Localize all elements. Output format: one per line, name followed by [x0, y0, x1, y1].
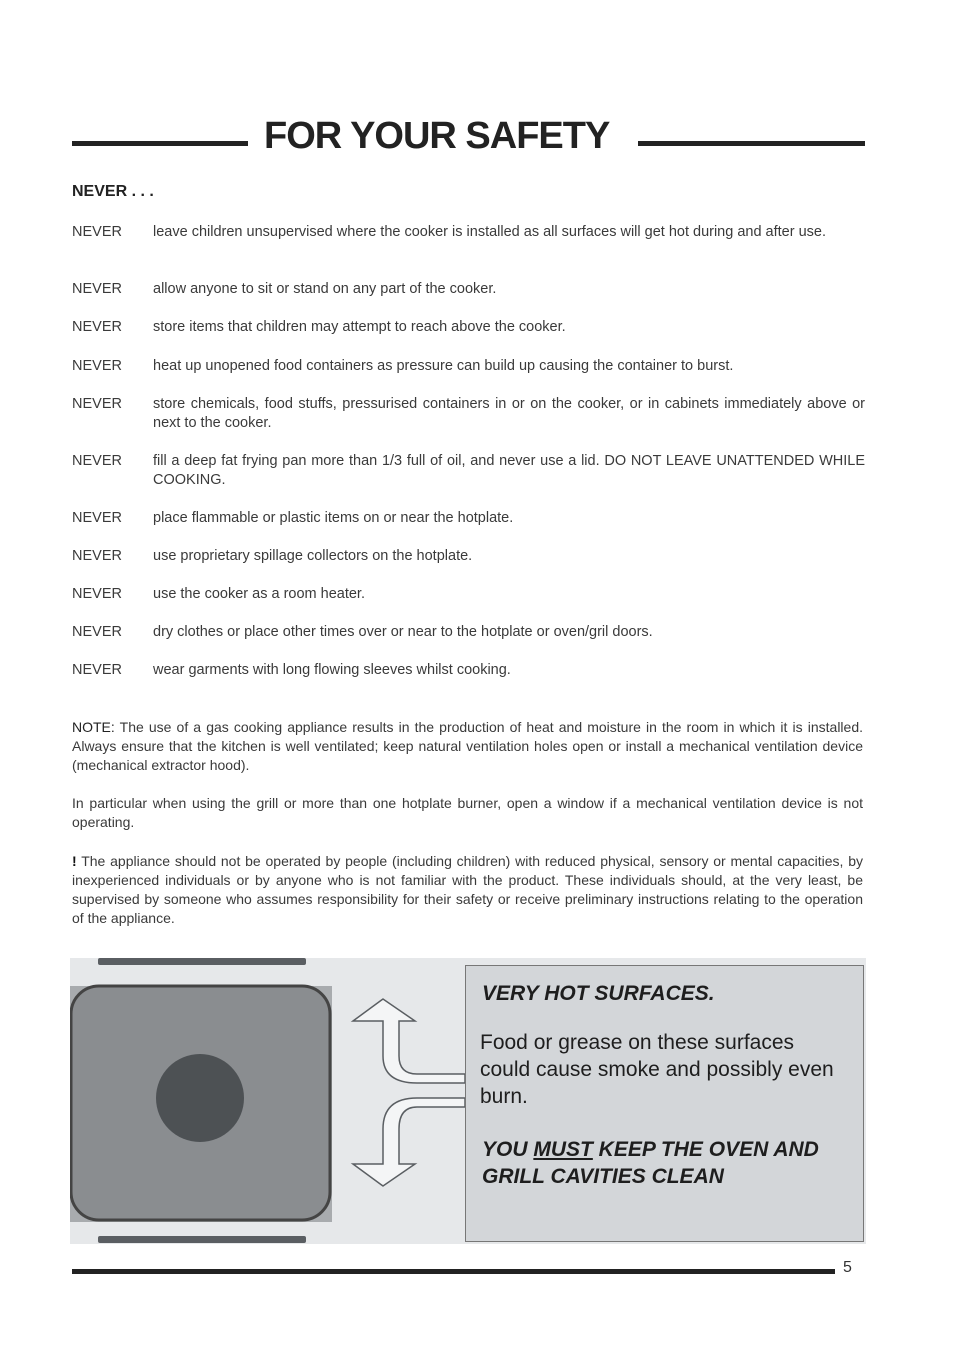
- never-text: use the cooker as a room heater.: [153, 586, 365, 602]
- footer-rule: [72, 1269, 835, 1274]
- never-label: NEVER: [72, 319, 122, 335]
- hot-surfaces-heading: VERY HOT SURFACES.: [482, 982, 715, 1005]
- arrow-down-icon: [353, 1098, 465, 1186]
- bottom-handle: [98, 1236, 306, 1243]
- never-text: allow anyone to sit or stand on any part of the cooker.: [153, 281, 497, 297]
- never-item: [72, 452, 865, 490]
- never-label: NEVER: [72, 586, 122, 602]
- never-text: dry clothes or place other times over or near to the hotplate or oven/gril doors.: [153, 624, 653, 640]
- note-text: The use of a gas cooking appliance results in the production of heat and moisture in the room in which it is installed. Always ensure that the kitchen is well ventilated; keep natural ventilation holes open or install a mechanical ventilation device (mechanical extractor hood).: [72, 719, 864, 773]
- hot-surfaces-box: [465, 965, 864, 1242]
- never-text: store chemicals, food stuffs, pressurised containers in or on the cooker, or in cabinets immediately above or next to the cooker.: [153, 396, 865, 431]
- must-pre: YOU: [482, 1138, 534, 1161]
- must-post: KEEP THE OVEN AND GRILL CAVITIES CLEAN: [482, 1138, 819, 1188]
- never-item: [72, 661, 865, 680]
- never-item: [72, 357, 865, 376]
- hot-surfaces-body: Food or grease on these surfaces could cause smoke and possibly even burn.: [480, 1031, 834, 1108]
- never-text: store items that children may attempt to reach above the cooker.: [153, 319, 566, 335]
- hotplate-burner: [156, 1054, 244, 1142]
- never-item: [72, 318, 865, 337]
- never-label: NEVER: [72, 624, 122, 640]
- hot-surfaces-figure: [70, 958, 866, 1244]
- warning-mark: !: [72, 853, 77, 869]
- never-item: [72, 509, 865, 528]
- title-rule-left: [72, 141, 248, 146]
- never-label: NEVER: [72, 453, 122, 469]
- never-label: NEVER: [72, 281, 122, 297]
- never-text: fill a deep fat frying pan more than 1/3 full of oil, and never use a lid. DO NOT LEAVE UNATTENDED WHILE COOKING.: [153, 453, 865, 488]
- oven-illustration: [70, 958, 470, 1244]
- never-text: wear garments with long flowing sleeves whilst cooking.: [153, 662, 511, 678]
- warning-text: The appliance should not be operated by people (including children) with reduced physical, sensory or mental capacities, by inexperienced individuals or by anyone who is not familiar with the product. These individuals should, at the very least, be supervised by someone who assumes responsibility for their safety or receive preliminary instructions relating to the operation of the appliance.: [72, 853, 864, 926]
- never-label: NEVER: [72, 662, 122, 678]
- never-label: NEVER: [72, 224, 122, 240]
- never-text: heat up unopened food containers as pressure can build up causing the container to burst.: [153, 358, 734, 374]
- never-text: leave children unsupervised where the cooker is installed as all surfaces will get hot during and after use.: [153, 224, 827, 240]
- never-text: place flammable or plastic items on or near the hotplate.: [153, 510, 514, 526]
- never-item: [72, 223, 865, 242]
- never-label: NEVER: [72, 358, 122, 374]
- must-word: MUST: [533, 1138, 593, 1161]
- arrow-up-icon: [353, 999, 465, 1083]
- page-title: FOR YOUR SAFETY: [264, 115, 610, 157]
- must-clean-instruction: [482, 1136, 857, 1190]
- never-label: NEVER: [72, 548, 122, 564]
- never-item: [72, 547, 865, 566]
- page-number: 5: [843, 1259, 852, 1276]
- never-label: NEVER: [72, 396, 122, 412]
- never-item: [72, 280, 865, 299]
- top-handle: [98, 958, 306, 965]
- capacity-warning: [72, 852, 863, 928]
- never-subheading: NEVER . . .: [72, 183, 154, 200]
- never-item: [72, 585, 865, 604]
- title-row: [72, 112, 865, 160]
- note-label: NOTE:: [72, 719, 115, 735]
- grill-note: In particular when using the grill or more than one hotplate burner, open a window if a mechanical ventilation device is not operating.: [72, 795, 863, 830]
- never-item: [72, 623, 865, 642]
- never-item: [72, 395, 865, 433]
- never-label: NEVER: [72, 510, 122, 526]
- never-text: use proprietary spillage collectors on the hotplate.: [153, 548, 473, 564]
- title-rule-right: [638, 141, 865, 146]
- ventilation-note: [72, 718, 863, 775]
